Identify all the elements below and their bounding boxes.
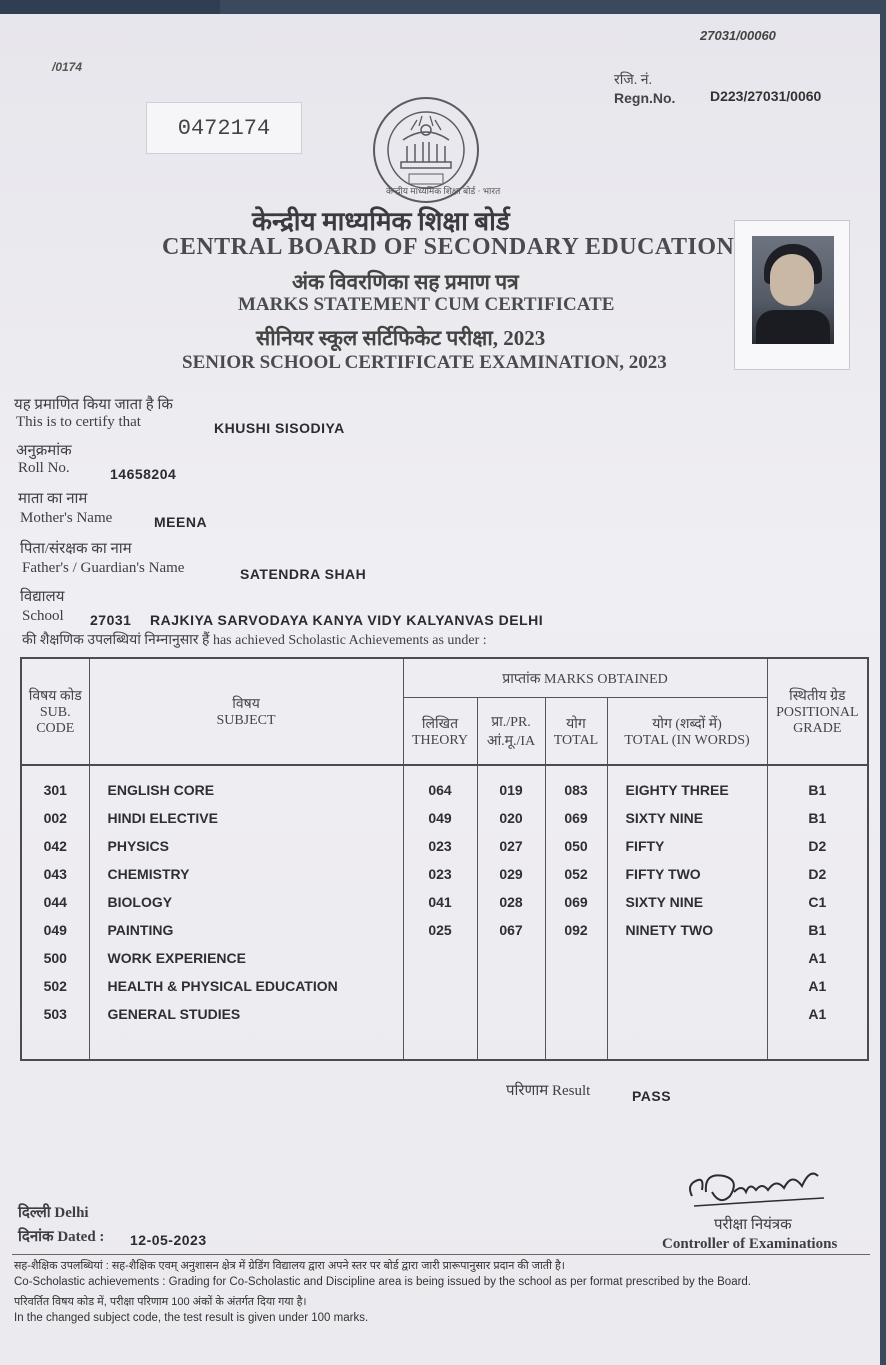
theory-marks-cell: 041 — [403, 888, 477, 916]
table-row — [21, 944, 868, 972]
header-marks-obtained: प्राप्तांक MARKS OBTAINED — [403, 658, 767, 698]
practical-marks-cell: 020 — [477, 804, 545, 832]
subject-cell: GENERAL STUDIES — [89, 1000, 403, 1028]
mother-hindi: माता का नाम — [18, 491, 88, 507]
theory-marks-cell — [403, 1000, 477, 1028]
result-value: PASS — [632, 1088, 672, 1104]
footnote-1-hindi: सह-शैक्षिक उपलब्धियां : सह-शैक्षिक एवम् अनुशासन क्षेत्र में ग्रेडिंग विद्यालय द्वारा अपने स्तर पर बोर्ड द्वारा जारी प्रारूपानुसार प्रदान की जाती है। — [14, 1260, 565, 1272]
achieved-text: has achieved Scholastic Achievements as under : — [212, 633, 487, 648]
total-in-words-cell: SIXTY NINE — [607, 888, 767, 916]
header-theory-hindi: लिखित — [421, 716, 459, 732]
subject-cell: WORK EXPERIENCE — [89, 944, 403, 972]
header-code-1: SUB. — [39, 705, 71, 720]
grade-cell: C1 — [767, 888, 868, 916]
school-hindi: विद्यालय — [20, 589, 65, 605]
practical-marks-cell: 019 — [477, 765, 545, 804]
total-marks-cell: 083 — [545, 765, 607, 804]
table-row — [21, 1000, 868, 1028]
subject-cell: ENGLISH CORE — [89, 765, 403, 804]
total-marks-cell: 069 — [545, 888, 607, 916]
footer-divider — [12, 1254, 870, 1255]
total-in-words-cell — [607, 1000, 767, 1028]
achieved-hindi: की शैक्षणिक उपलब्धियां निम्नानुसार हैं — [22, 633, 210, 648]
sub-code-cell: 049 — [21, 916, 89, 944]
subject-cell: CHEMISTRY — [89, 860, 403, 888]
marks-certificate — [0, 14, 880, 1365]
roll-number: 14658204 — [110, 466, 177, 482]
practical-marks-cell: 027 — [477, 832, 545, 860]
grade-cell: B1 — [767, 765, 868, 804]
header-sub-code — [21, 658, 89, 765]
board-name: CENTRAL BOARD OF SECONDARY EDUCATION — [162, 234, 735, 260]
total-in-words-cell: SIXTY NINE — [607, 804, 767, 832]
result-hindi: परिणाम — [506, 1083, 549, 1099]
sub-code-cell: 301 — [21, 765, 89, 804]
footnote-1: Co-Scholastic achievements : Grading for Co-Scholastic and Discipline area is being issued by the school as per format prescribed by the Board. — [14, 1276, 752, 1288]
controller-hindi: परीक्षा नियंत्रक — [714, 1217, 792, 1233]
regn-label-hindi: रजि. नं. — [614, 73, 653, 88]
header-total — [545, 698, 607, 766]
theory-marks-cell: 025 — [403, 916, 477, 944]
subject-cell: PAINTING — [89, 916, 403, 944]
header-subject-hindi: विषय — [232, 697, 260, 712]
total-marks-cell: 092 — [545, 916, 607, 944]
result-label-line — [506, 1080, 590, 1100]
footnote-2: In the changed subject code, the test result is given under 100 marks. — [14, 1312, 369, 1324]
practical-marks-cell — [477, 972, 545, 1000]
school-name: RAJKIYA SARVODAYA KANYA VIDY KALYANVAS DELHI — [150, 612, 544, 628]
regn-label: Regn.No. — [614, 90, 676, 106]
certify-hindi: यह प्रमाणित किया जाता है कि — [14, 397, 173, 413]
emblem-motto: केन्द्रीय माध्यमिक शिक्षा बोर्ड · भारत — [386, 186, 501, 196]
theory-marks-cell — [403, 972, 477, 1000]
header-grade-1: POSITIONAL — [776, 705, 859, 720]
dated-line — [18, 1226, 104, 1246]
controller-signature — [684, 1162, 834, 1214]
table-filler-row — [21, 1028, 868, 1060]
subject-cell: HEALTH & PHYSICAL EDUCATION — [89, 972, 403, 1000]
header-words-label: TOTAL (IN WORDS) — [624, 732, 750, 748]
table-row — [21, 916, 868, 944]
document-reference: 27031/00060 — [700, 28, 776, 43]
total-in-words-cell: FIFTY TWO — [607, 860, 767, 888]
total-in-words-cell — [607, 972, 767, 1000]
total-in-words-cell: NINETY TWO — [607, 916, 767, 944]
subject-cell: PHYSICS — [89, 832, 403, 860]
marks-table — [20, 657, 869, 1061]
header-grade — [767, 658, 868, 765]
theory-marks-cell: 023 — [403, 832, 477, 860]
practical-marks-cell: 028 — [477, 888, 545, 916]
grade-cell: D2 — [767, 860, 868, 888]
mother-label: Mother's Name — [20, 510, 113, 526]
board-name-hindi: केन्द्रीय माध्यमिक शिक्षा बोर्ड — [252, 207, 510, 236]
controller-label: Controller of Examinations — [662, 1236, 838, 1252]
total-marks-cell — [545, 1000, 607, 1028]
subject-cell: HINDI ELECTIVE — [89, 804, 403, 832]
regn-number: D223/27031/0060 — [710, 88, 822, 104]
sub-code-cell: 044 — [21, 888, 89, 916]
grade-cell: B1 — [767, 804, 868, 832]
statement-title: MARKS STATEMENT CUM CERTIFICATE — [238, 294, 615, 315]
header-total-words — [607, 698, 767, 766]
serial-number: 0472174 — [177, 115, 271, 141]
school-label: School — [22, 608, 64, 624]
grade-cell: D2 — [767, 832, 868, 860]
sub-code-cell: 002 — [21, 804, 89, 832]
table-row — [21, 888, 868, 916]
total-in-words-cell — [607, 944, 767, 972]
sub-code-cell: 043 — [21, 860, 89, 888]
father-hindi: पिता/संरक्षक का नाम — [20, 541, 132, 557]
table-row — [21, 765, 868, 804]
total-marks-cell — [545, 944, 607, 972]
place: Delhi — [54, 1205, 89, 1221]
total-marks-cell: 052 — [545, 860, 607, 888]
roll-hindi: अनुक्रमांक — [16, 443, 72, 459]
header-total-label: TOTAL — [553, 732, 599, 748]
header-theory — [403, 698, 477, 766]
grade-cell: A1 — [767, 944, 868, 972]
place-hindi: दिल्ली — [18, 1205, 51, 1221]
achievements-line — [22, 630, 487, 649]
table-row — [21, 972, 868, 1000]
total-in-words-cell: FIFTY — [607, 832, 767, 860]
subject-cell: BIOLOGY — [89, 888, 403, 916]
school-code: 27031 — [90, 612, 132, 628]
header-practical — [477, 698, 545, 766]
result-label: Result — [552, 1083, 591, 1099]
grade-cell: B1 — [767, 916, 868, 944]
sub-code-cell: 500 — [21, 944, 89, 972]
total-marks-cell: 050 — [545, 832, 607, 860]
header-total-hindi: योग — [566, 716, 586, 732]
place-line — [18, 1202, 89, 1222]
exam-title-hindi: सीनियर स्कूल सर्टिफिकेट परीक्षा, 2023 — [256, 326, 546, 350]
serial-number-box — [146, 102, 302, 154]
sub-code-cell: 503 — [21, 1000, 89, 1028]
dated-label: Dated : — [57, 1229, 105, 1245]
theory-marks-cell: 023 — [403, 860, 477, 888]
practical-marks-cell — [477, 1000, 545, 1028]
header-grade-2: GRADE — [793, 721, 842, 736]
sub-code-cell: 502 — [21, 972, 89, 1000]
practical-marks-cell — [477, 944, 545, 972]
total-marks-cell: 069 — [545, 804, 607, 832]
theory-marks-cell: 049 — [403, 804, 477, 832]
header-code-hindi: विषय कोड — [28, 689, 82, 704]
header-words-hindi: योग (शब्दों में) — [652, 716, 722, 732]
table-row — [21, 832, 868, 860]
dated-value: 12-05-2023 — [130, 1232, 207, 1248]
header-theory-label: THEORY — [412, 732, 468, 748]
dated-hindi: दिनांक — [18, 1229, 54, 1245]
roll-label: Roll No. — [18, 460, 70, 476]
statement-title-hindi: अंक विवरणिका सह प्रमाण पत्र — [292, 270, 519, 294]
mother-name: MEENA — [154, 514, 208, 530]
father-name: SATENDRA SHAH — [240, 566, 367, 582]
total-in-words-cell: EIGHTY THREE — [607, 765, 767, 804]
footnote-2-hindi: परिवर्तित विषय कोड में, परीक्षा परिणाम 100 अंकों के अंतर्गत दिया गया है। — [14, 1296, 307, 1308]
student-photo — [752, 236, 834, 344]
header-grade-hindi: स्थितीय ग्रेड — [789, 689, 846, 704]
header-subject — [89, 658, 403, 765]
header-subject-label: SUBJECT — [216, 713, 276, 728]
grade-cell: A1 — [767, 972, 868, 1000]
total-marks-cell — [545, 972, 607, 1000]
serial-small: /0174 — [52, 60, 83, 74]
header-code-2: CODE — [36, 721, 75, 736]
theory-marks-cell: 064 — [403, 765, 477, 804]
header-pr-1: प्रा./PR. — [491, 715, 531, 730]
practical-marks-cell: 067 — [477, 916, 545, 944]
practical-marks-cell: 029 — [477, 860, 545, 888]
table-row — [21, 860, 868, 888]
marks-rows — [21, 765, 868, 1060]
header-pr-2: आं.मू./IA — [486, 734, 536, 749]
table-row — [21, 804, 868, 832]
student-name: KHUSHI SISODIYA — [214, 420, 345, 436]
grade-cell: A1 — [767, 1000, 868, 1028]
certify-label: This is to certify that — [16, 414, 141, 430]
sub-code-cell: 042 — [21, 832, 89, 860]
exam-title: SENIOR SCHOOL CERTIFICATE EXAMINATION, 2023 — [182, 352, 667, 373]
theory-marks-cell — [403, 944, 477, 972]
father-label: Father's / Guardian's Name — [22, 560, 185, 576]
